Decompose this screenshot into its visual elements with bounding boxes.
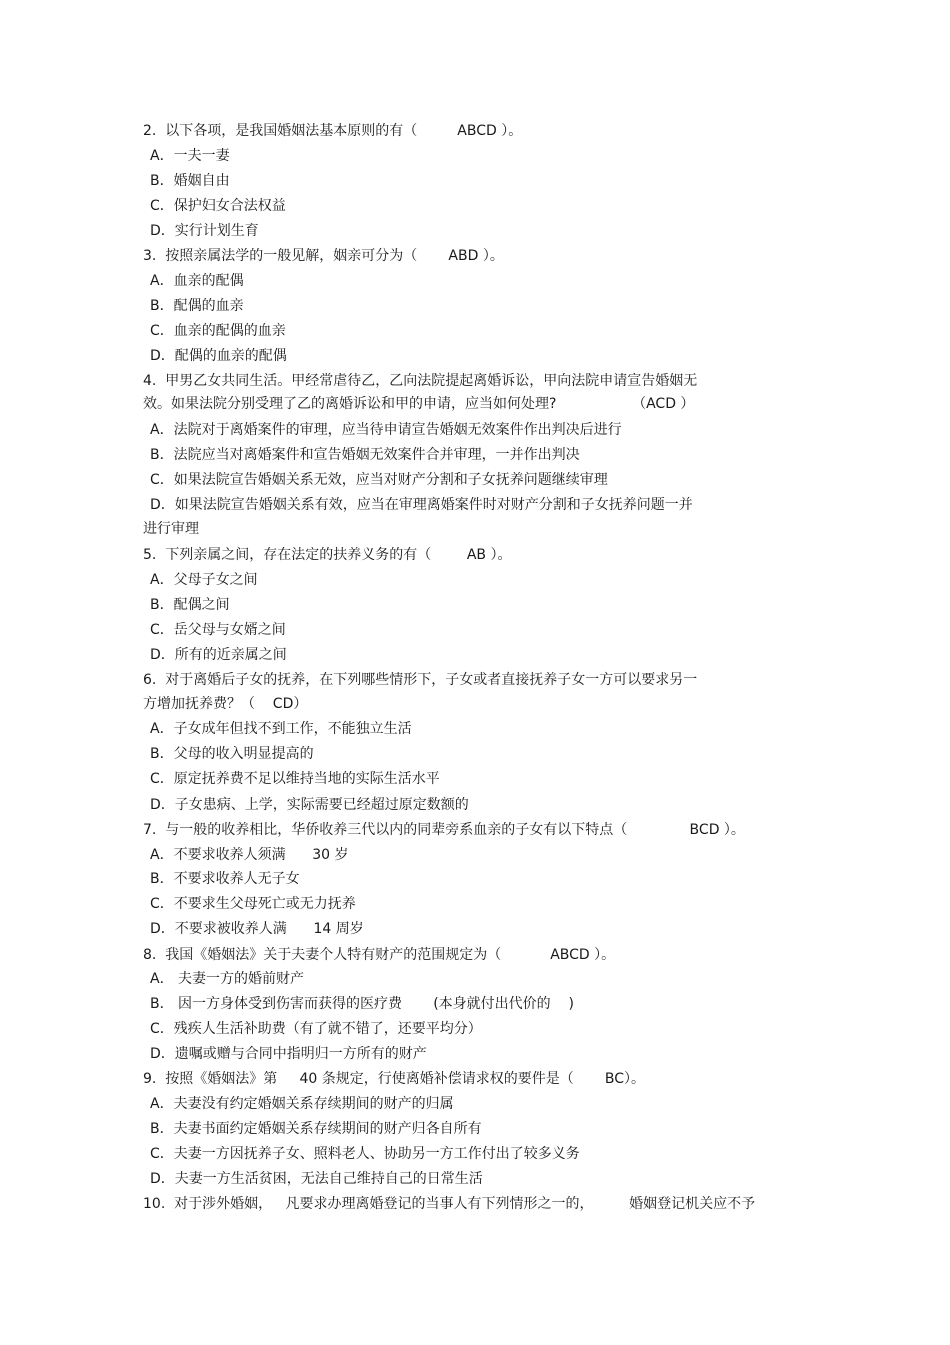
answer-option-line: A．子女成年但找不到工作，不能独立生活 (150, 721, 412, 737)
answer-option-line: B．父母的收入明显提高的 (150, 746, 314, 762)
answer-option-line: B．夫妻书面约定婚姻关系存续期间的财产归各自所有 (150, 1121, 482, 1137)
answer-option-line: C．岳父母与女婿之间 (150, 622, 286, 638)
question-text-line: 10. 对于涉外婚姻， 凡要求办理离婚登记的当事人有下列情形之一的， 婚姻登记机关应不予 (143, 1196, 756, 1212)
answer-option-line: B．婚姻自由 (150, 173, 230, 189)
answer-option-line: C．原定抚养费不足以维持当地的实际生活水平 (150, 771, 440, 787)
answer-option-line: B．配偶之间 (150, 597, 230, 613)
answer-option-line: A． 夫妻一方的婚前财产 (150, 971, 305, 987)
question-text-line: 进行审理 (143, 521, 199, 537)
question-text-line: 6. 对于离婚后子女的抚养，在下列哪些情形下，子女或者直接抚养子女一方可以要求另一 (143, 672, 698, 688)
answer-option-line: D．遗嘱或赠与合同中指明归一方所有的财产 (150, 1046, 427, 1062)
answer-option-line: C．不要求生父母死亡或无力抚养 (150, 896, 356, 912)
answer-option-line: C．残疾人生活补助费（有了就不错了，还要平均分） (150, 1021, 482, 1037)
answer-option-line: A．不要求收养人须满 30 岁 (150, 847, 349, 863)
question-text-line: 7. 与一般的收养相比，华侨收养三代以内的同辈旁系血亲的子女有以下特点（ BCD ）。 (143, 822, 745, 838)
answer-option-line: C．保护妇女合法权益 (150, 198, 286, 214)
answer-option-line: D．所有的近亲属之间 (150, 647, 287, 663)
answer-option-line: D．子女患病、上学，实际需要已经超过原定数额的 (150, 797, 469, 813)
answer-option-line: D．不要求被收养人满 14 周岁 (150, 921, 364, 937)
answer-option-line: D．实行计划生育 (150, 223, 259, 239)
answer-option-line: A．法院对于离婚案件的审理，应当待申请宣告婚姻无效案件作出判决后进行 (150, 422, 622, 438)
answer-option-line: D．如果法院宣告婚姻关系有效，应当在审理离婚案件时对财产分割和子女抚养问题一并 (150, 497, 693, 513)
answer-option-line: B． 因一方身体受到伤害而获得的医疗费 (本身就付出代价的 ) (150, 996, 574, 1012)
answer-option-line: D．夫妻一方生活贫困，无法自己维持自己的日常生活 (150, 1171, 483, 1187)
answer-option-line: C．夫妻一方因抚养子女、照料老人、协助另一方工作付出了较多义务 (150, 1146, 580, 1162)
question-text-line: 2. 以下各项，是我国婚姻法基本原则的有（ ABCD ）。 (143, 123, 523, 139)
answer-option-line: B．法院应当对离婚案件和宣告婚姻无效案件合并审理，一并作出判决 (150, 447, 580, 463)
question-text-line: 5. 下列亲属之间，存在法定的扶养义务的有（ AB ）。 (143, 547, 512, 563)
question-text-line: 方增加抚养费？（ CD） (143, 696, 308, 712)
question-text-line: 效。如果法院分别受理了乙的离婚诉讼和甲的申请，应当如何处理? （ACD ） (143, 396, 695, 412)
answer-option-line: D．配偶的血亲的配偶 (150, 348, 287, 364)
answer-option-line: C．如果法院宣告婚姻关系无效，应当对财产分割和子女抚养问题继续审理 (150, 472, 608, 488)
answer-option-line: B．不要求收养人无子女 (150, 871, 300, 887)
answer-option-line: B．配偶的血亲 (150, 298, 244, 314)
answer-option-line: A．血亲的配偶 (150, 273, 244, 289)
question-text-line: 4. 甲男乙女共同生活。甲经常虐待乙，乙向法院提起离婚诉讼，甲向法院申请宣告婚姻无 (143, 373, 698, 389)
answer-option-line: A．父母子女之间 (150, 572, 258, 588)
answer-option-line: C．血亲的配偶的血亲 (150, 323, 286, 339)
answer-option-line: A．夫妻没有约定婚姻关系存续期间的财产的归属 (150, 1096, 454, 1112)
question-text-line: 9. 按照《婚姻法》第 40 条规定，行使离婚补偿请求权的要件是（ BC）。 (143, 1071, 646, 1087)
question-text-line: 3. 按照亲属法学的一般见解，姻亲可分为（ ABD ）。 (143, 248, 504, 264)
answer-option-line: A．一夫一妻 (150, 148, 230, 164)
question-text-line: 8. 我国《婚姻法》关于夫妻个人特有财产的范围规定为（ ABCD ）。 (143, 947, 616, 963)
